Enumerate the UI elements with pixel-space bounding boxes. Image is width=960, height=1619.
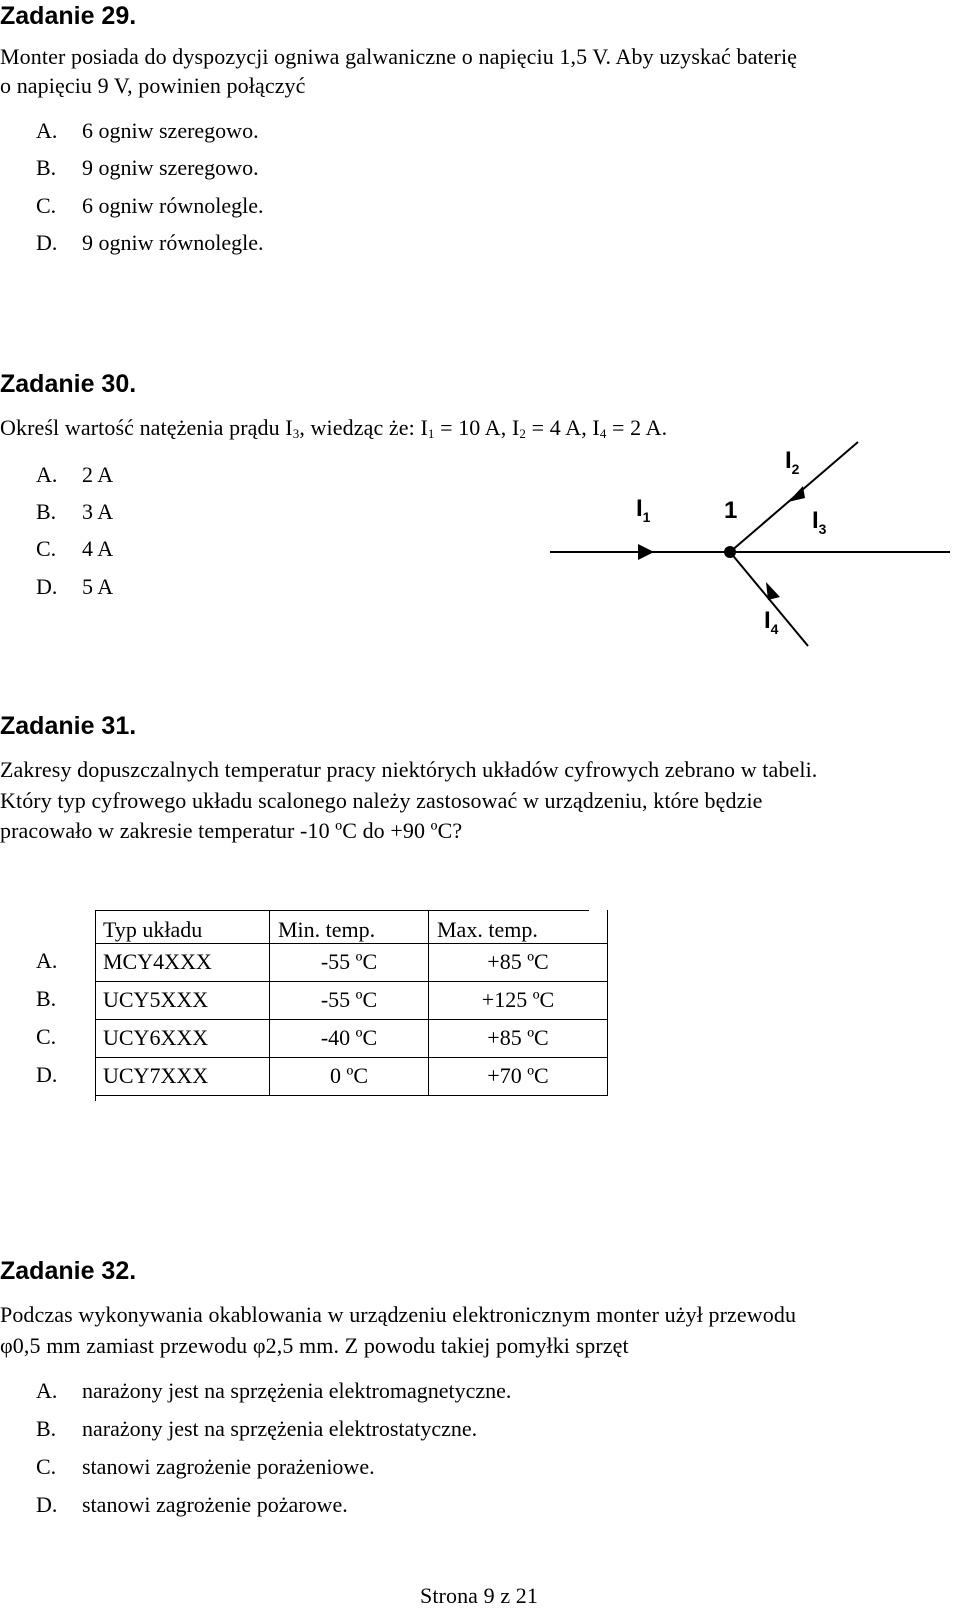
q31-text-line1: Zakresy dopuszczalnych temperatur pracy niektórych układów cyfrowych zebrano w tabeli. — [0, 757, 818, 782]
q30-q-sub: 4 — [599, 426, 607, 441]
q32-option-d — [36, 1492, 348, 1518]
option-letter: D. — [36, 1492, 58, 1517]
option-text: stanowi zagrożenie pożarowe. — [82, 1492, 348, 1517]
q31-text-line2: Który typ cyfrowego układu scalonego należy zastosować w urządzeniu, które będzie — [0, 788, 763, 813]
cell-type: UCY5XXX — [95, 981, 270, 1019]
i4-arrow — [766, 582, 780, 600]
node-label: 1 — [724, 497, 738, 524]
i1-label: $I_1$ — [636, 495, 651, 525]
table-row — [95, 1019, 608, 1057]
row-letter-c: C. — [36, 1024, 57, 1049]
q30-option-b — [36, 499, 113, 525]
i2-arrow — [788, 486, 805, 502]
option-letter: D. — [36, 574, 58, 599]
q29-text-line2: o napięciu 9 V, powinien połączyć — [0, 73, 306, 98]
q32-option-c — [36, 1454, 375, 1480]
q30-q-part: = 10 A, I — [434, 415, 520, 440]
q30-option-a — [36, 462, 113, 488]
i3-label: $I_3$ — [812, 507, 827, 537]
option-letter: B. — [36, 1416, 57, 1441]
q30-option-d — [36, 574, 113, 600]
cell-max-temp: +70 ºC — [429, 1057, 608, 1095]
option-letter: B. — [36, 155, 57, 180]
q32-text-line1: Podczas wykonywania okablowania w urządzeniu elektronicznym monter użył przewodu — [0, 1302, 797, 1327]
option-letter: B. — [36, 499, 57, 524]
node-dot — [724, 546, 736, 558]
q29-title: Zadanie 29. — [0, 2, 137, 30]
cell-min-temp: 0 ºC — [270, 1057, 429, 1095]
cell-type: UCY7XXX — [95, 1057, 270, 1095]
q30-q-part: Określ wartość natężenia prądu I — [0, 415, 293, 440]
option-letter: C. — [36, 536, 57, 561]
q30-option-c — [36, 536, 113, 562]
option-text: 6 ogniw szeregowo. — [82, 118, 259, 143]
option-text: 4 A — [82, 536, 114, 561]
cell-min-temp: -55 ºC — [270, 943, 429, 981]
option-text: 6 ogniw równolegle. — [82, 193, 264, 218]
table-row — [95, 981, 608, 1019]
option-text: 9 ogniw równolegle. — [82, 230, 264, 255]
option-letter: A. — [36, 118, 58, 143]
cell-max-temp: +85 ºC — [429, 943, 608, 981]
q32-option-a — [36, 1378, 511, 1404]
option-letter: D. — [36, 230, 58, 255]
q30-q-sub: 1 — [427, 426, 435, 441]
option-text: narażony jest na sprzężenia elektromagnetyczne. — [82, 1378, 512, 1403]
q30-q-sub: 3 — [292, 426, 300, 441]
q31-title: Zadanie 31. — [0, 712, 137, 740]
q31-text-line3: pracowało w zakresie temperatur -10 ºC do +90 ºC? — [0, 818, 463, 843]
i1-arrow — [638, 544, 654, 560]
option-text: 2 A — [82, 462, 114, 487]
q30-q-part: = 4 A, I — [526, 415, 600, 440]
q29-option-b — [36, 155, 259, 181]
cell-min-temp: -55 ºC — [270, 981, 429, 1019]
row-letter-d: D. — [36, 1062, 58, 1087]
temperature-table — [95, 910, 608, 1096]
option-letter: C. — [36, 1454, 57, 1479]
header-type: Typ układu — [95, 910, 270, 943]
header-min-temp: Min. temp. — [270, 910, 429, 943]
option-text: 9 ogniw szeregowo. — [82, 155, 259, 180]
q30-title: Zadanie 30. — [0, 370, 137, 398]
q30-question — [0, 415, 667, 441]
q29-option-d — [36, 230, 263, 256]
i4-label: $I_4$ — [764, 607, 779, 637]
q32-option-b — [36, 1416, 477, 1442]
current-node-diagram — [540, 440, 960, 670]
q32-title: Zadanie 32. — [0, 1257, 137, 1285]
cell-max-temp: +125 ºC — [429, 981, 608, 1019]
row-letter-a: A. — [36, 948, 58, 973]
option-text: 3 A — [82, 499, 114, 524]
q29-option-c — [36, 193, 263, 219]
q32-text-line2: φ0,5 mm zamiast przewodu φ2,5 mm. Z powodu takiej pomyłki sprzęt — [0, 1333, 629, 1358]
q29-text-line1: Monter posiada do dyspozycji ogniwa galwaniczne o napięciu 1,5 V. Aby uzyskać baterię — [0, 44, 798, 69]
q29-option-a — [36, 118, 259, 144]
option-text: 5 A — [82, 574, 114, 599]
table-row — [95, 943, 608, 981]
page-number: Strona 9 z 21 — [420, 1583, 539, 1608]
cell-type: UCY6XXX — [95, 1019, 270, 1057]
table-header-row — [95, 910, 608, 943]
cell-type: MCY4XXX — [95, 943, 270, 981]
cell-max-temp: +85 ºC — [429, 1019, 608, 1057]
option-letter: C. — [36, 193, 57, 218]
option-letter: A. — [36, 1378, 58, 1403]
q30-q-sub: 2 — [519, 426, 527, 441]
header-max-temp: Max. temp. — [429, 910, 608, 943]
q30-q-part: = 2 A. — [606, 415, 668, 440]
row-letter-b: B. — [36, 986, 57, 1011]
option-text: stanowi zagrożenie porażeniowe. — [82, 1454, 375, 1479]
option-letter: A. — [36, 462, 58, 487]
q30-q-part: , wiedząc że: I — [299, 415, 428, 440]
option-text: narażony jest na sprzężenia elektrostatyczne. — [82, 1416, 478, 1441]
table-row — [95, 1057, 608, 1095]
i2-label: $I_2$ — [785, 447, 800, 477]
cell-min-temp: -40 ºC — [270, 1019, 429, 1057]
